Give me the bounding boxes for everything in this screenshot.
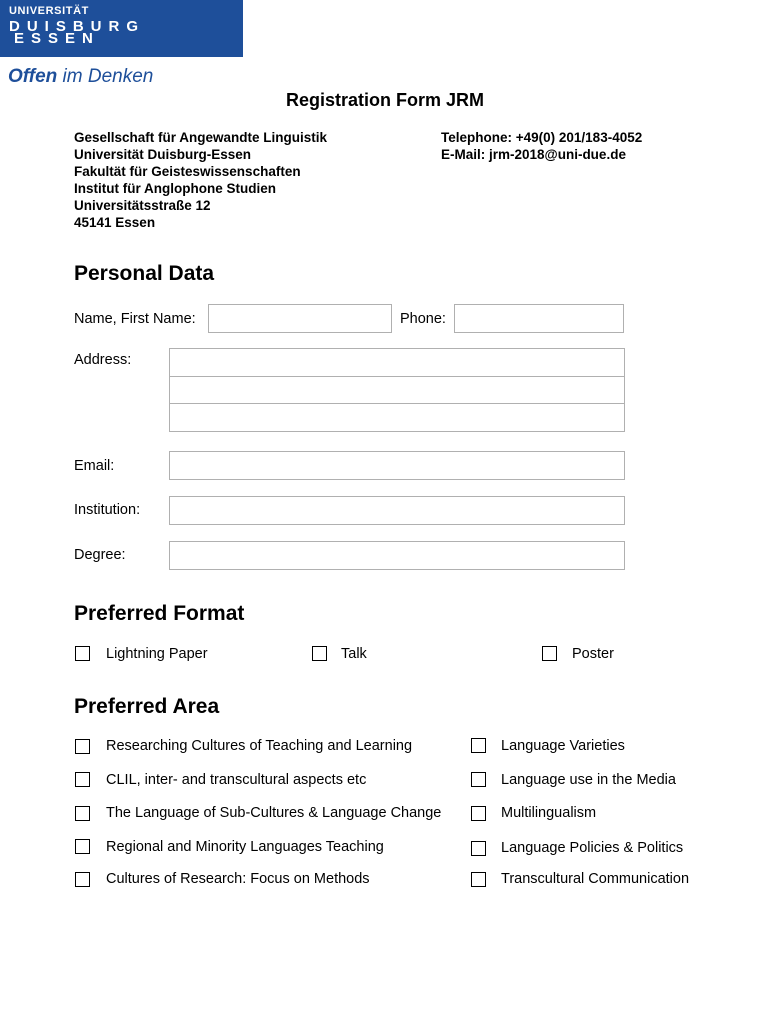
checkbox-area-right-4[interactable] xyxy=(471,841,486,856)
logo-line-2: DUISBURG xyxy=(9,18,146,35)
area-option: Cultures of Research: Focus on Methods xyxy=(106,871,370,887)
area-option: Language Policies & Politics xyxy=(501,840,684,856)
area-option: Transcultural Communication xyxy=(501,871,690,887)
address-label: Address: xyxy=(74,352,132,368)
contact-email: E-Mail: jrm-2018@uni-due.de xyxy=(441,147,626,162)
checkbox-area-left-2[interactable] xyxy=(75,772,90,787)
tagline-bold: Offen xyxy=(8,66,58,87)
checkbox-lightning-paper[interactable] xyxy=(75,646,90,661)
checkbox-area-left-3[interactable] xyxy=(75,806,90,821)
preferred-area-heading: Preferred Area xyxy=(74,695,220,718)
contact-block xyxy=(441,129,642,163)
option-lightning-paper: Lightning Paper xyxy=(106,646,208,662)
area-option: CLIL, inter- and transcultural aspects etc xyxy=(106,772,367,788)
option-poster: Poster xyxy=(572,646,614,662)
address-field-line-1[interactable] xyxy=(169,348,625,377)
address-block xyxy=(74,129,327,231)
name-field[interactable] xyxy=(208,304,392,333)
checkbox-area-left-1[interactable] xyxy=(75,739,90,754)
checkbox-poster[interactable] xyxy=(542,646,557,661)
area-option: Language Varieties xyxy=(501,738,625,754)
contact-telephone: Telephone: +49(0) 201/183-4052 xyxy=(441,130,643,145)
area-option: Regional and Minority Languages Teaching xyxy=(106,839,384,855)
name-label: Name, First Name: xyxy=(74,311,196,327)
checkbox-area-left-4[interactable] xyxy=(75,839,90,854)
tagline xyxy=(8,66,153,88)
address-line: Gesellschaft für Angewandte Linguistik xyxy=(74,130,328,145)
degree-label: Degree: xyxy=(74,547,126,563)
institution-field[interactable] xyxy=(169,496,625,525)
email-field[interactable] xyxy=(169,451,625,480)
checkbox-area-right-3[interactable] xyxy=(471,806,486,821)
address-line: 45141 Essen xyxy=(74,215,156,230)
address-line: Universitätsstraße 12 xyxy=(74,198,211,213)
form-title: Registration Form JRM xyxy=(285,90,485,110)
area-option: Researching Cultures of Teaching and Learning xyxy=(106,738,413,754)
email-label: Email: xyxy=(74,458,115,474)
address-field-line-2[interactable] xyxy=(169,376,625,404)
address-line: Universität Duisburg-Essen xyxy=(74,147,252,162)
institution-label: Institution: xyxy=(74,502,141,518)
phone-label: Phone: xyxy=(400,311,446,327)
checkbox-talk[interactable] xyxy=(312,646,327,661)
option-talk: Talk xyxy=(341,646,367,662)
area-option: The Language of Sub-Cultures & Language Change xyxy=(106,805,442,821)
address-field-line-3[interactable] xyxy=(169,403,625,432)
logo-line-1: UNIVERSITÄT xyxy=(9,5,89,17)
preferred-format-heading: Preferred Format xyxy=(74,602,245,625)
checkbox-area-left-5[interactable] xyxy=(75,872,90,887)
phone-field[interactable] xyxy=(454,304,624,333)
checkbox-area-right-1[interactable] xyxy=(471,738,486,753)
checkbox-area-right-5[interactable] xyxy=(471,872,486,887)
checkbox-area-right-2[interactable] xyxy=(471,772,486,787)
address-line: Fakultät für Geisteswissenschaften xyxy=(74,164,301,179)
area-option: Multilingualism xyxy=(501,805,597,821)
degree-field[interactable] xyxy=(169,541,625,570)
area-option: Language use in the Media xyxy=(501,772,676,788)
address-line: Institut für Anglophone Studien xyxy=(74,181,276,196)
personal-data-heading: Personal Data xyxy=(74,262,215,285)
logo-line-3: ESSEN xyxy=(14,30,100,47)
tagline-rest: im Denken xyxy=(57,66,154,87)
